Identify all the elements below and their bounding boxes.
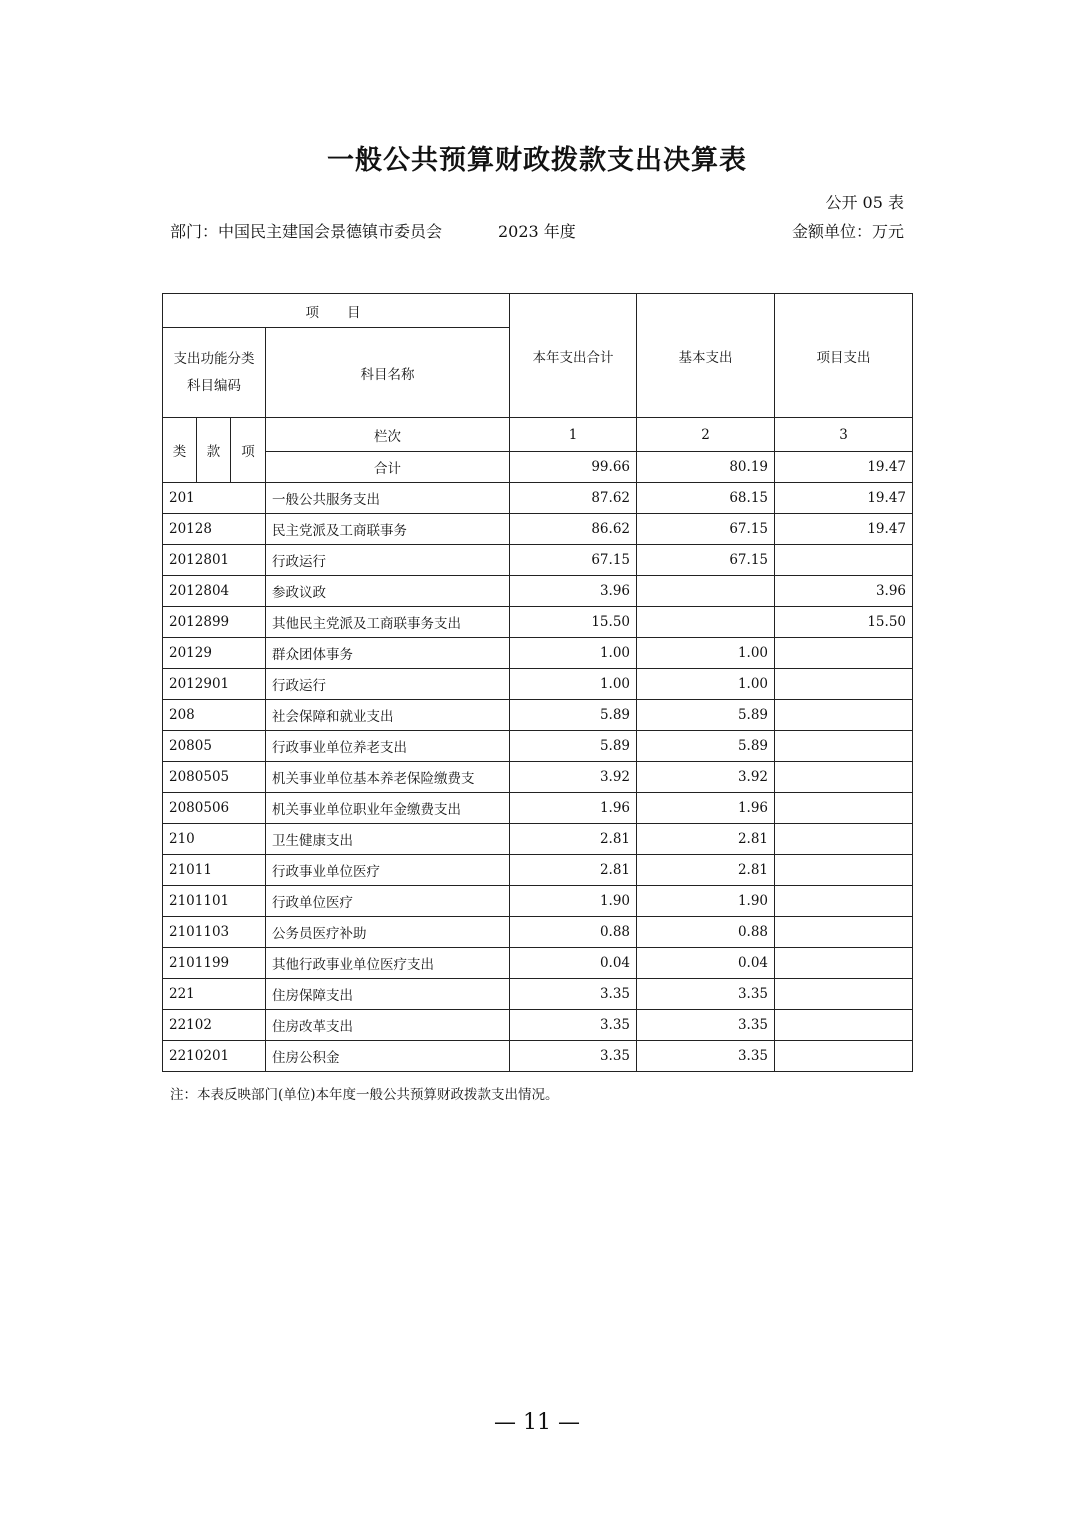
table-row (163, 731, 913, 762)
row-subject-name: 行政单位医疗 (266, 886, 510, 917)
row-subject-name: 住房保障支出 (266, 979, 510, 1010)
fiscal-year: 2023 年度 (498, 222, 576, 241)
header-project: 项目 (163, 294, 510, 328)
table-row (163, 855, 913, 886)
row-project (775, 700, 913, 731)
row-code: 20129 (163, 638, 266, 669)
row-total: 0.88 (510, 917, 637, 948)
row-project (775, 638, 913, 669)
row-project (775, 917, 913, 948)
row-subject-name: 卫生健康支出 (266, 824, 510, 855)
row-subject-name: 一般公共服务支出 (266, 483, 510, 514)
row-basic: 3.35 (637, 1041, 775, 1072)
row-subject-name: 机关事业单位基本养老保险缴费支 (266, 762, 510, 793)
row-total: 5.89 (510, 731, 637, 762)
row-basic: 3.35 (637, 979, 775, 1010)
row-project (775, 948, 913, 979)
total-row-label: 合计 (266, 452, 510, 483)
row-basic: 0.88 (637, 917, 775, 948)
row-basic: 3.92 (637, 762, 775, 793)
row-subject-name: 社会保障和就业支出 (266, 700, 510, 731)
row-code: 2101103 (163, 917, 266, 948)
row-total: 3.92 (510, 762, 637, 793)
total-row-project: 19.47 (775, 452, 913, 483)
row-basic: 3.35 (637, 1010, 775, 1041)
department-label: 部门：中国民主建国会景德镇市委员会 (170, 222, 443, 241)
row-code: 201 (163, 483, 266, 514)
row-project: 3.96 (775, 576, 913, 607)
row-project (775, 793, 913, 824)
table-row (163, 483, 913, 514)
table-row (163, 669, 913, 700)
header-col3: 3 (775, 418, 913, 452)
row-basic: 2.81 (637, 855, 775, 886)
row-project (775, 824, 913, 855)
row-basic: 5.89 (637, 700, 775, 731)
row-code: 208 (163, 700, 266, 731)
header-total-column: 本年支出合计 (510, 294, 637, 418)
row-project: 19.47 (775, 483, 913, 514)
row-total: 67.15 (510, 545, 637, 576)
row-basic: 67.15 (637, 514, 775, 545)
row-basic: 67.15 (637, 545, 775, 576)
budget-table (162, 293, 913, 1072)
row-total: 1.00 (510, 669, 637, 700)
table-row (163, 917, 913, 948)
row-code: 2080506 (163, 793, 266, 824)
row-project (775, 979, 913, 1010)
row-total: 1.96 (510, 793, 637, 824)
amount-unit: 金额单位：万元 (791, 222, 904, 241)
row-basic (637, 607, 775, 638)
table-note: 注：本表反映部门(单位)本年度一般公共预算财政拨款支出情况。 (170, 1087, 559, 1103)
row-code: 2210201 (163, 1041, 266, 1072)
table-row (163, 700, 913, 731)
table-row (163, 1041, 913, 1072)
header-lanci: 栏次 (266, 418, 510, 452)
table-row (163, 545, 913, 576)
table-body (163, 483, 913, 1072)
row-total: 3.96 (510, 576, 637, 607)
row-code: 20805 (163, 731, 266, 762)
row-code: 2101199 (163, 948, 266, 979)
row-total: 2.81 (510, 824, 637, 855)
table-row (163, 824, 913, 855)
row-basic: 2.81 (637, 824, 775, 855)
row-project (775, 1041, 913, 1072)
table-row (163, 886, 913, 917)
total-row-basic: 80.19 (637, 452, 775, 483)
row-basic: 1.00 (637, 638, 775, 669)
table-row (163, 948, 913, 979)
table-row (163, 638, 913, 669)
header-xiang: 项 (231, 418, 266, 483)
row-subject-name: 住房改革支出 (266, 1010, 510, 1041)
table-row (163, 514, 913, 545)
row-project: 19.47 (775, 514, 913, 545)
row-basic: 0.04 (637, 948, 775, 979)
row-total: 1.90 (510, 886, 637, 917)
row-total: 3.35 (510, 1010, 637, 1041)
row-subject-name: 行政事业单位医疗 (266, 855, 510, 886)
header-kuan: 款 (197, 418, 231, 483)
row-basic (637, 576, 775, 607)
row-basic: 1.90 (637, 886, 775, 917)
table-row (163, 762, 913, 793)
row-basic: 68.15 (637, 483, 775, 514)
header-subject-name: 科目名称 (266, 328, 510, 418)
row-code: 210 (163, 824, 266, 855)
row-total: 3.35 (510, 979, 637, 1010)
row-basic: 1.96 (637, 793, 775, 824)
row-code: 2012804 (163, 576, 266, 607)
row-code: 2101101 (163, 886, 266, 917)
row-project (775, 762, 913, 793)
row-total: 15.50 (510, 607, 637, 638)
page-number: — 11 — (494, 1410, 580, 1435)
row-total: 87.62 (510, 483, 637, 514)
row-code: 20128 (163, 514, 266, 545)
row-project (775, 855, 913, 886)
header-function-code: 支出功能分类科目编码 (163, 328, 266, 418)
row-total: 2.81 (510, 855, 637, 886)
row-code: 221 (163, 979, 266, 1010)
table-row (163, 607, 913, 638)
row-code: 2012801 (163, 545, 266, 576)
row-basic: 1.00 (637, 669, 775, 700)
form-number: 公开 05 表 (825, 193, 904, 212)
total-row-total: 99.66 (510, 452, 637, 483)
row-project (775, 1010, 913, 1041)
row-subject-name: 其他行政事业单位医疗支出 (266, 948, 510, 979)
row-subject-name: 行政运行 (266, 669, 510, 700)
row-subject-name: 其他民主党派及工商联事务支出 (266, 607, 510, 638)
header-col2: 2 (637, 418, 775, 452)
table-row (163, 979, 913, 1010)
row-code: 2012901 (163, 669, 266, 700)
row-code: 22102 (163, 1010, 266, 1041)
row-project (775, 731, 913, 762)
row-total: 1.00 (510, 638, 637, 669)
row-total: 0.04 (510, 948, 637, 979)
row-subject-name: 公务员医疗补助 (266, 917, 510, 948)
row-subject-name: 民主党派及工商联事务 (266, 514, 510, 545)
row-subject-name: 行政运行 (266, 545, 510, 576)
row-subject-name: 住房公积金 (266, 1041, 510, 1072)
row-code: 2012899 (163, 607, 266, 638)
row-total: 86.62 (510, 514, 637, 545)
header-col1: 1 (510, 418, 637, 452)
row-code: 2080505 (163, 762, 266, 793)
table-row (163, 576, 913, 607)
header-lei: 类 (163, 418, 197, 483)
row-subject-name: 行政事业单位养老支出 (266, 731, 510, 762)
page-title: 一般公共预算财政拨款支出决算表 (327, 145, 747, 176)
row-basic: 5.89 (637, 731, 775, 762)
row-project (775, 669, 913, 700)
row-project (775, 545, 913, 576)
row-subject-name: 机关事业单位职业年金缴费支出 (266, 793, 510, 824)
header-project-column: 项目支出 (775, 294, 913, 418)
row-total: 3.35 (510, 1041, 637, 1072)
row-code: 21011 (163, 855, 266, 886)
row-project: 15.50 (775, 607, 913, 638)
row-total: 5.89 (510, 700, 637, 731)
table-row (163, 793, 913, 824)
header-basic-column: 基本支出 (637, 294, 775, 418)
row-project (775, 886, 913, 917)
row-subject-name: 参政议政 (266, 576, 510, 607)
table-row (163, 1010, 913, 1041)
row-subject-name: 群众团体事务 (266, 638, 510, 669)
